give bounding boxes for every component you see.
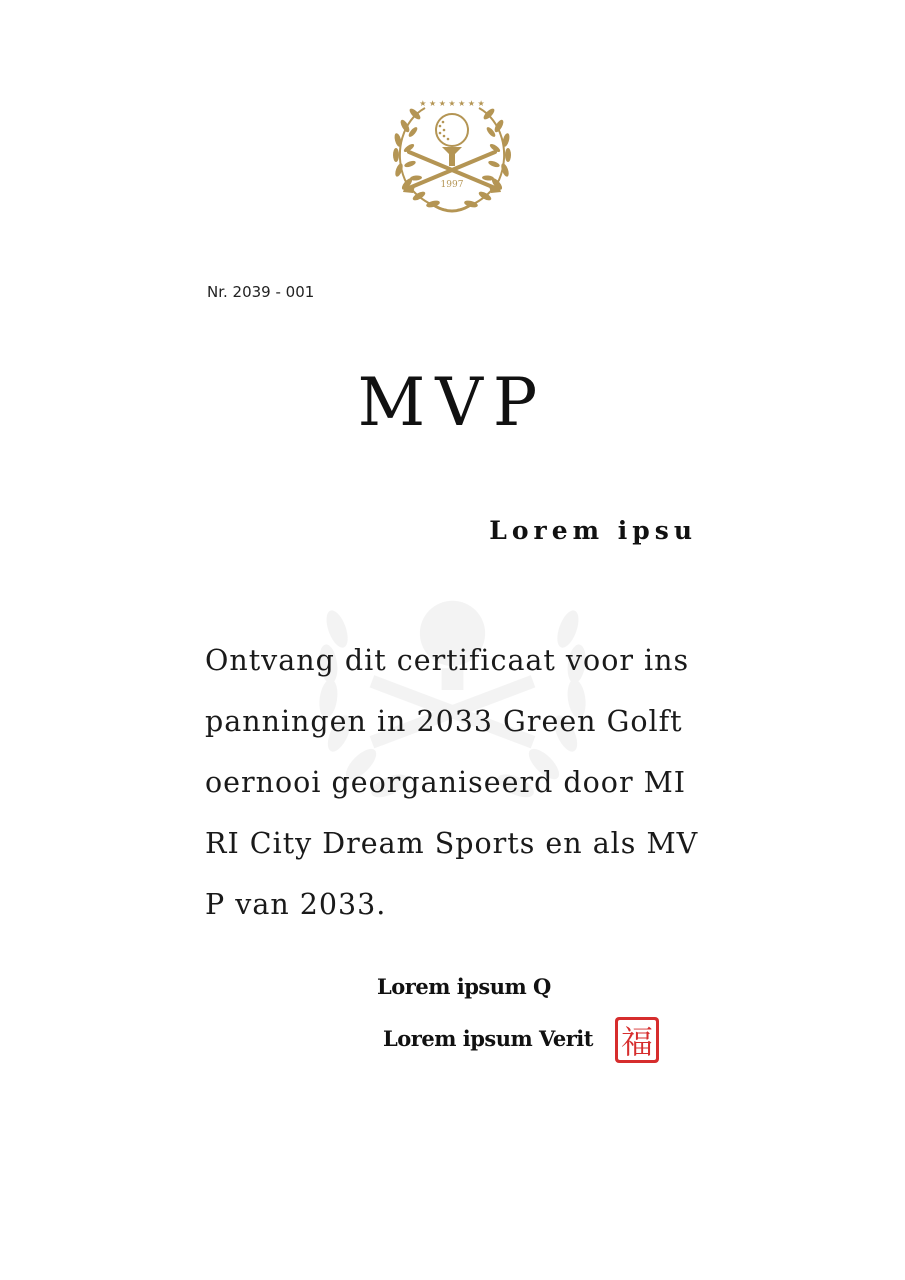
recipient-name: Lorem ipsu: [489, 516, 697, 545]
certificate-title: MVP: [357, 364, 548, 441]
signatory-name-1: Lorem ipsum Q: [377, 974, 551, 999]
golf-emblem-icon: [385, 92, 519, 216]
svg-text:★ ★ ★ ★ ★ ★ ★: ★ ★ ★ ★ ★ ★ ★: [419, 99, 485, 108]
body-line: panningen in 2033 Green Golft: [205, 705, 683, 738]
certificate-body: [205, 630, 715, 935]
red-seal-stamp-icon: [613, 1015, 661, 1065]
certificate-number: Nr. 2039 - 001: [207, 283, 315, 301]
body-line: RI City Dream Sports en als MV: [205, 827, 699, 860]
signatory-name-2: Lorem ipsum Verit: [383, 1026, 593, 1051]
emblem-year: 1997: [440, 180, 464, 190]
body-line: oernooi georganiseerd door MI: [205, 766, 687, 799]
body-line: P van 2033.: [205, 888, 387, 921]
body-line: Ontvang dit certificaat voor ins: [205, 644, 690, 677]
svg-text:福: 福: [620, 1023, 654, 1061]
